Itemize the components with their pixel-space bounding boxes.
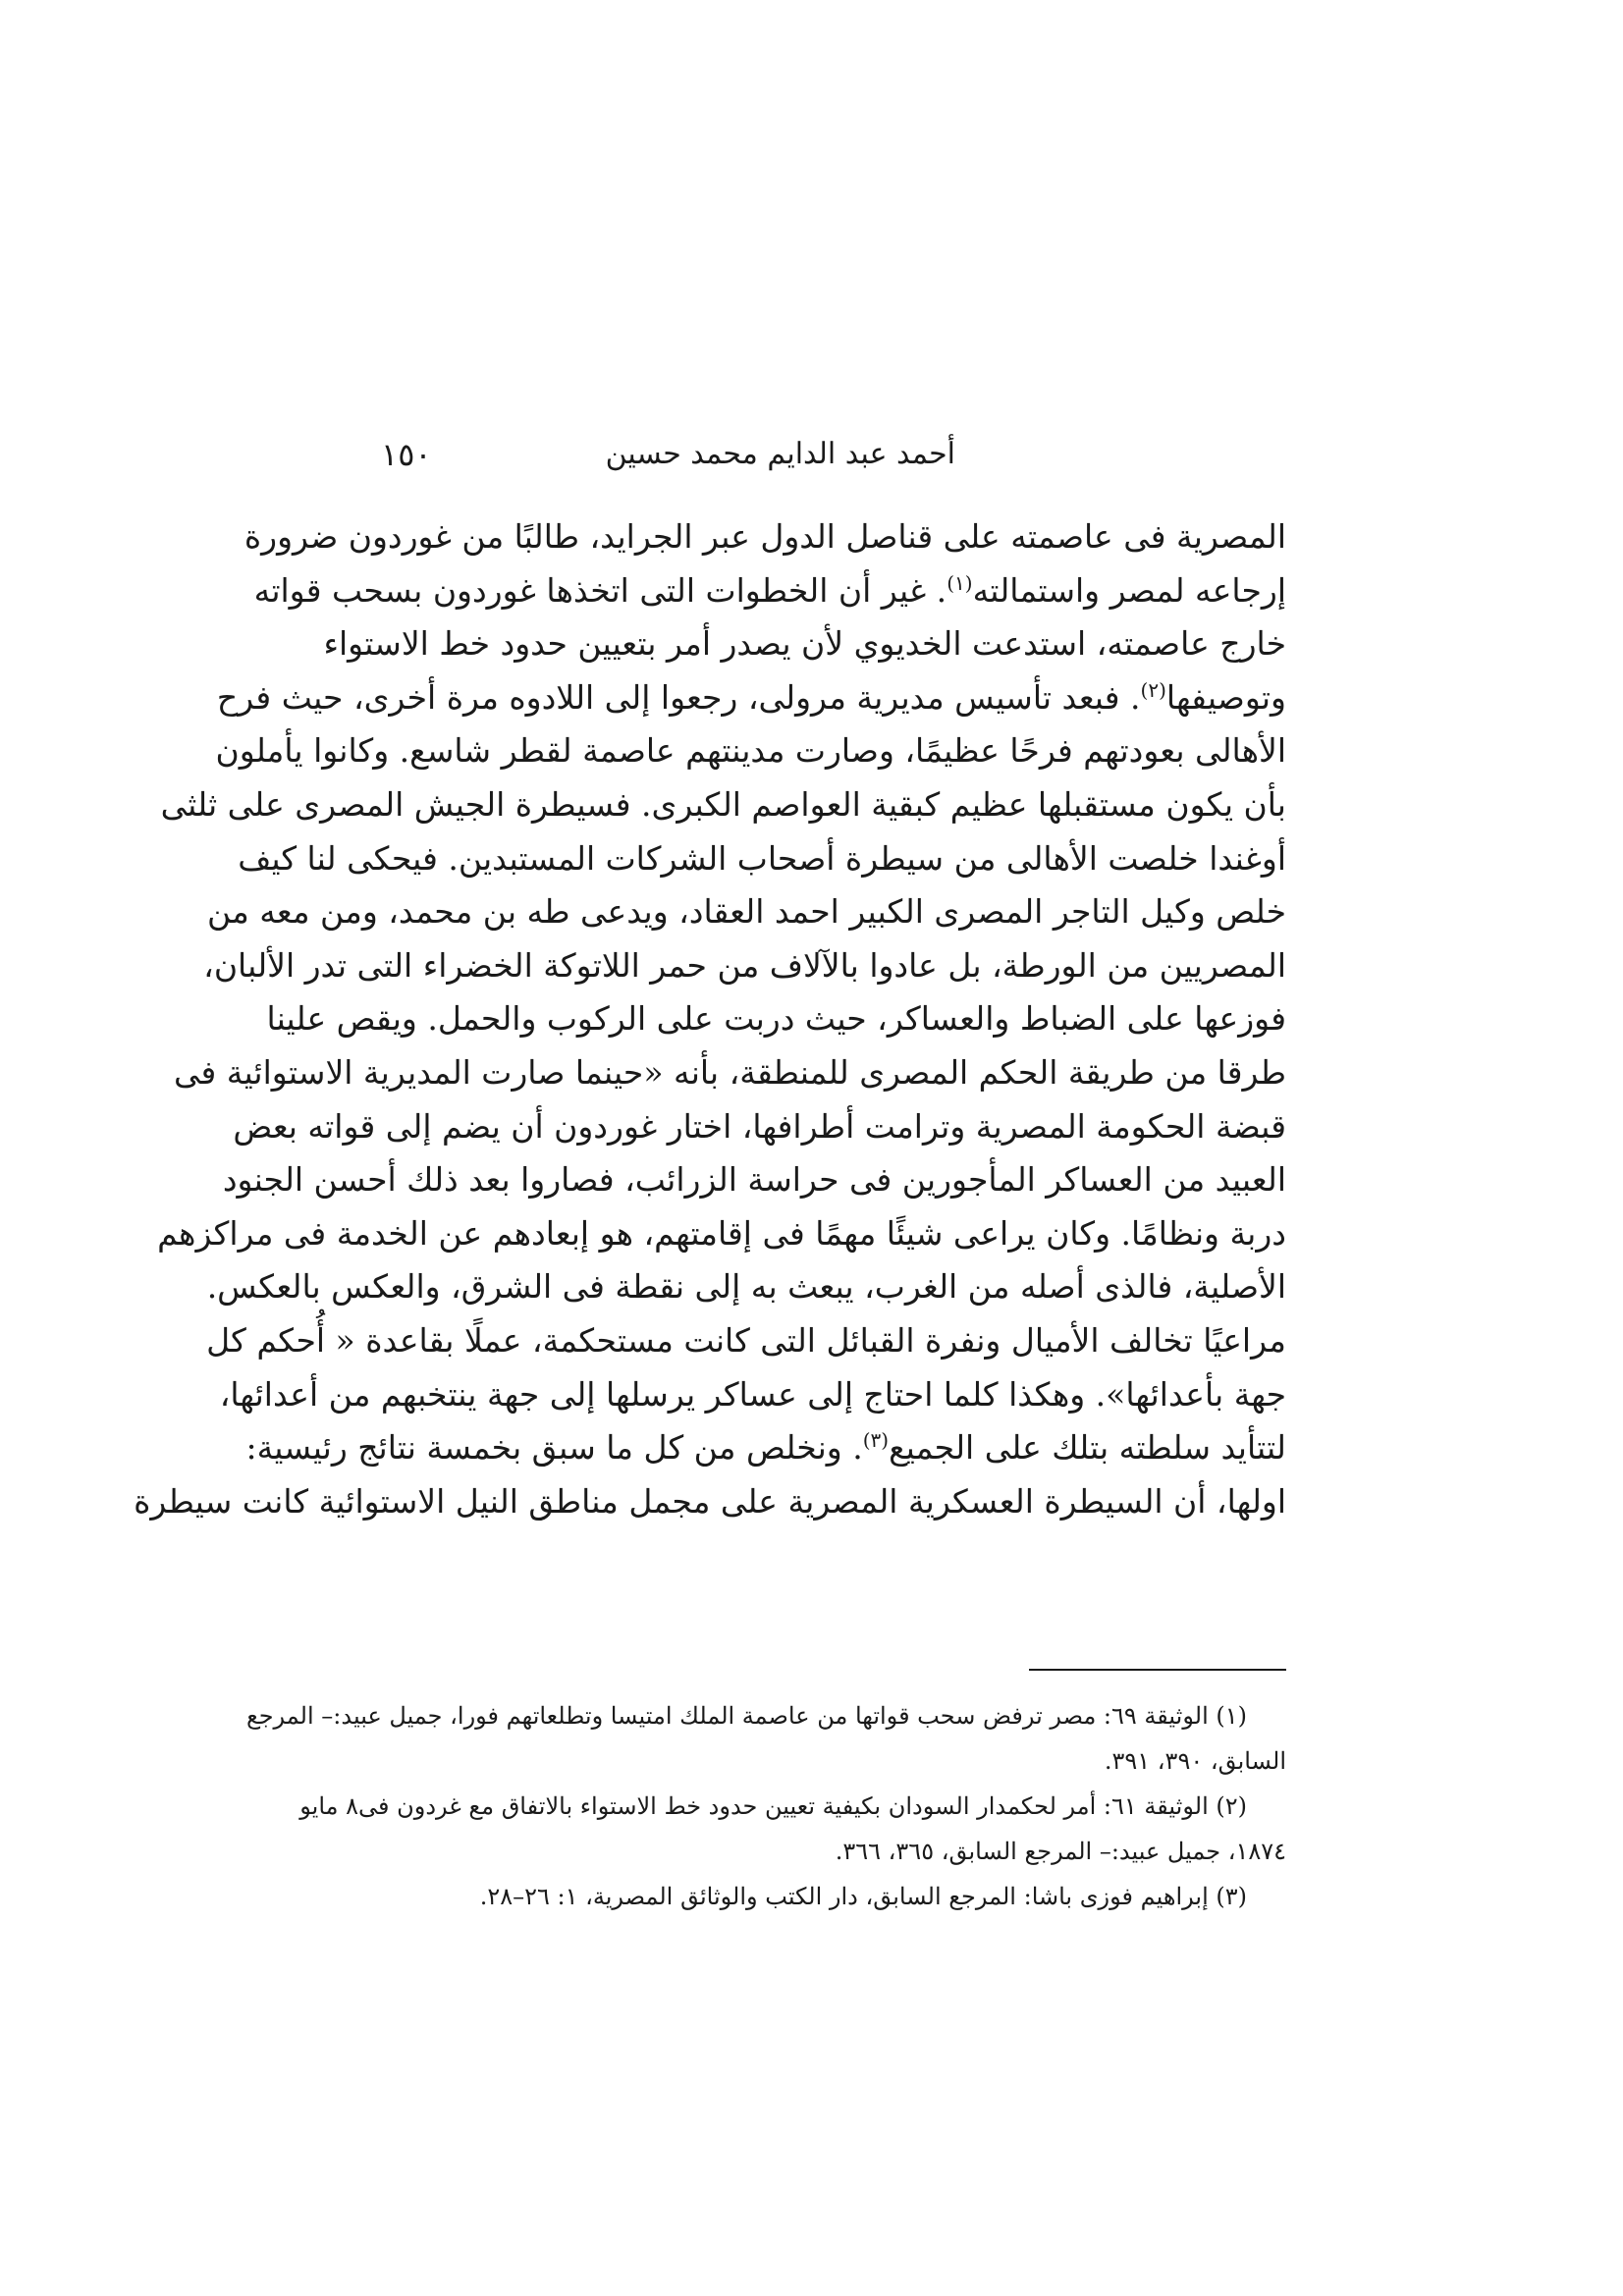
- footnotes: [245, 1693, 1286, 1919]
- text-segment: إرجاعه لمصر واستمالته: [972, 570, 1286, 610]
- text-line: [253, 564, 1286, 618]
- running-head-author: أحمد عبد الدايم محمد حسين: [605, 437, 955, 471]
- text-line: الأصلية، فالذى أصله من الغرب، يبعث به إلى نقطة فى الشرق، والعكس بالعكس.: [206, 1267, 1286, 1307]
- text-line: [216, 671, 1286, 725]
- footnote-line: (٢) الوثيقة ٦١: أمر لحكمدار السودان بكيفية تعيين حدود خط الاستواء بالاتفاق مع غردون فى٨ مايو: [299, 1792, 1247, 1820]
- footnote-line: (١) الوثيقة ٦٩: مصر ترفض سحب قواتها من عاصمة الملك امتيسا وتطلعاتهم فورا، جميل عبيد:– المرجع: [245, 1702, 1247, 1730]
- footnote-separator: [1029, 1669, 1286, 1671]
- text-segment: . غير أن الخطوات التى اتخذها غوردون بسحب قواته: [253, 570, 947, 610]
- running-header: [381, 430, 1284, 479]
- text-segment: لتتأيد سلطته بتلك على الجميع: [889, 1428, 1286, 1468]
- footnote-line: السابق، ٣٩٠، ٣٩١.: [1104, 1747, 1286, 1775]
- text-line: دربة ونظامًا. وكان يراعى شيئًا مهمًا فى إقامتهم، هو إبعادهم عن الخدمة فى مراكزهم: [157, 1213, 1286, 1253]
- text-line: العبيد من العساكر المأجورين فى حراسة الزرائب، فصاروا بعد ذلك أحسن الجنود: [222, 1160, 1286, 1200]
- text-line: طرقا من طريقة الحكم المصرى للمنطقة، بأنه «حينما صارت المديرية الاستوائية فى: [174, 1052, 1286, 1092]
- footnote-line: (٣) إبراهيم فوزى باشا: المرجع السابق، دار الكتب والوثائق المصرية، ١: ٢٦–٢٨.: [479, 1883, 1247, 1910]
- main-text: [134, 510, 1286, 1528]
- text-line: اولها، أن السيطرة العسكرية المصرية على مجمل مناطق النيل الاستوائية كانت سيطرة: [134, 1481, 1286, 1521]
- text-line: بأن يكون مستقبلها عظيم كبقية العواصم الكبرى. فسيطرة الجيش المصرى على ثلثى: [160, 784, 1286, 824]
- text-segment: . فبعد تأسيس مديرية مرولى، رجعوا إلى اللادوه مرة أخرى، حيث فرح: [216, 677, 1141, 717]
- footnote-ref[interactable]: (١): [947, 570, 973, 595]
- footnote-ref[interactable]: (٣): [862, 1428, 890, 1453]
- footnote-3: [381, 1874, 1286, 1919]
- text-line: فوزعها على الضباط والعساكر، حيث دربت على الركوب والحمل. ويقص علينا: [266, 999, 1286, 1039]
- footnote-2: [299, 1784, 1286, 1874]
- text-line: خارج عاصمته، استدعت الخديوي لأن يصدر أمر بتعيين حدود خط الاستواء: [323, 624, 1286, 664]
- text-line: الأهالى بعودتهم فرحًا عظيمًا، وصارت مدينتهم عاصمة لقطر شاسع. وكانوا يأملون: [215, 731, 1286, 771]
- text-segment: وتوصيفها: [1165, 677, 1286, 717]
- text-segment: . ونخلص من كل ما سبق بخمسة نتائج رئيسية:: [245, 1428, 863, 1468]
- text-line: قبضة الحكومة المصرية وترامت أطرافها، اختار غوردون أن يضم إلى قواته بعض: [233, 1106, 1286, 1146]
- footnote-line: ١٨٧٤، جميل عبيد:– المرجع السابق، ٣٦٥، ٣٦٦.: [835, 1838, 1286, 1865]
- text-line: المصريين من الورطة، بل عادوا بالآلاف من حمر اللاتوكة الخضراء التى تدر الألبان،: [203, 945, 1286, 985]
- footnote-ref[interactable]: (٢): [1140, 677, 1166, 702]
- footnote-1: [245, 1693, 1286, 1784]
- text-line: مراعيًا تخالف الأميال ونفرة القبائل التى كانت مستحكمة، عملًا بقاعدة « أُحكم كل: [206, 1320, 1286, 1360]
- page-number: ١٥٠: [381, 436, 432, 473]
- text-line: [245, 1421, 1286, 1475]
- text-line: المصرية فى عاصمته على قناصل الدول عبر الجرايد، طالبًا من غوردون ضرورة: [243, 517, 1286, 556]
- text-line: أوغندا خلصت الأهالى من سيطرة أصحاب الشركات المستبدين. فيحكى لنا كيف: [238, 838, 1286, 878]
- text-line: خلص وكيل التاجر المصرى الكبير احمد العقاد، ويدعى طه بن محمد، ومن معه من: [206, 892, 1286, 932]
- text-line: جهة بأعدائها». وهكذا كلما احتاج إلى عساكر يرسلها إلى جهة ينتخبهم من أعدائها،: [219, 1374, 1286, 1414]
